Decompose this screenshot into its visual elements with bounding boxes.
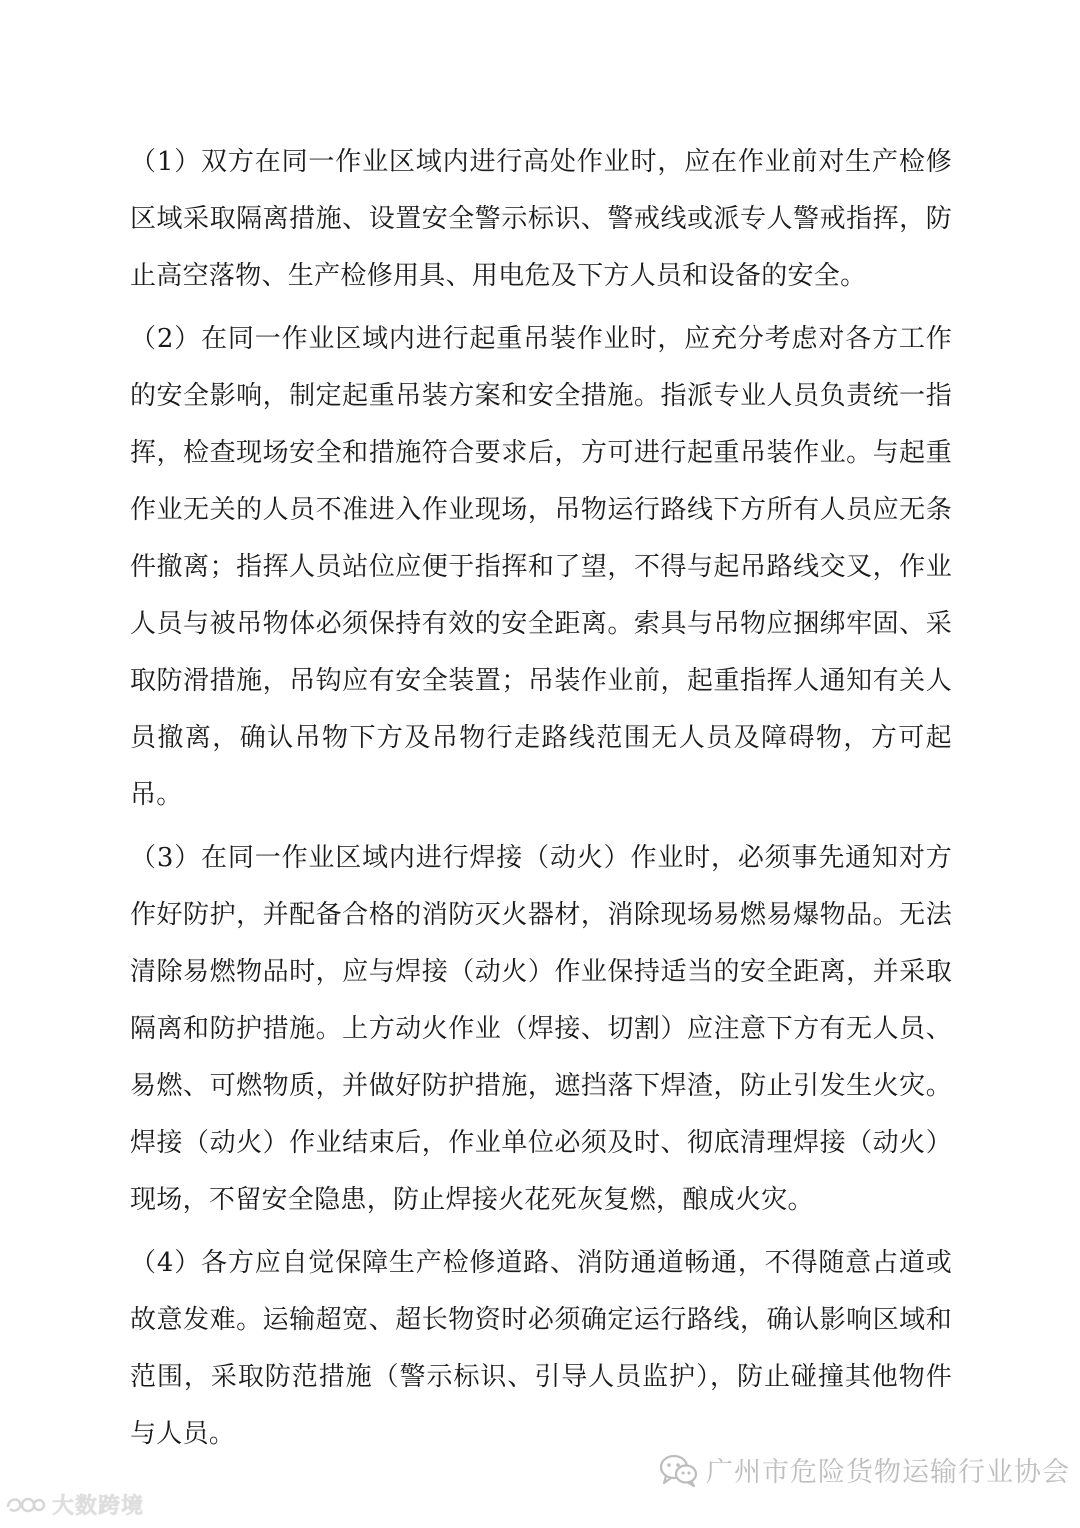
paragraph-1: （1）双方在同一作业区域内进行高处作业时，应在作业前对生产检修区域采取隔离措施、设置安全警示标识、警戒线或派专人警戒指挥，防止高空落物、生产检修用具、用电危及下方人员和设备的安全。 [130, 147, 952, 291]
wechat-account-watermark [658, 1450, 1070, 1489]
paragraph-4: （4）各方应自觉保障生产检修道路、消防通道畅通，不得随意占道或故意发难。运输超宽、超长物资时必须确定运行路线，确认影响区域和范围，采取防范措施（警示标识、引导人员监护），防止碰撞其他物件与人员。 [130, 1248, 952, 1449]
wechat-account-name: 广州市危险货物运输行业协会 [706, 1457, 1070, 1488]
wechat-icon [658, 1452, 700, 1488]
paragraph-2: （2）在同一作业区域内进行起重吊装作业时，应充分考虑对各方工作的安全影响，制定起重吊装方案和安全措施。指派专业人员负责统一指挥，检查现场安全和措施符合要求后，方可进行起重吊装作业。与起重作业无关的人员不准进入作业现场，吊物运行路线下方所有人员应无条件撤离；指挥人员站位应便于指挥和了望，不得与起吊路线交叉，作业人员与被吊物体必须保持有效的安全距离。索具与吊物应捆绑牢固、采取防滑措施，吊钩应有安全装置；吊装作业前，起重指挥人通知有关人员撤离，确认吊物下方及吊物行走路线范围无人员及障碍物，方可起吊。 [130, 324, 952, 810]
brand-watermark-text: 大数跨境 [52, 1494, 145, 1519]
brand-watermark [4, 1489, 144, 1520]
paragraph-3: （3）在同一作业区域内进行焊接（动火）作业时，必须事先通知对方作好防护，并配备合格的消防灭火器材，消除现场易燃易爆物品。无法清除易燃物品时，应与焊接（动火）作业保持适当的安全距离，并采取隔离和防护措施。上方动火作业（焊接、切割）应注意下方有无人员、易燃、可燃物质，并做好防护措施，遮挡落下焊渣，防止引发生火灾。焊接（动火）作业结束后，作业单位必须及时、彻底清理焊接（动火）现场，不留安全隐患，防止焊接火花死灰复燃，酿成火灾。 [130, 843, 952, 1215]
document-body [130, 134, 952, 1469]
brand-logo-icon [4, 1493, 46, 1517]
